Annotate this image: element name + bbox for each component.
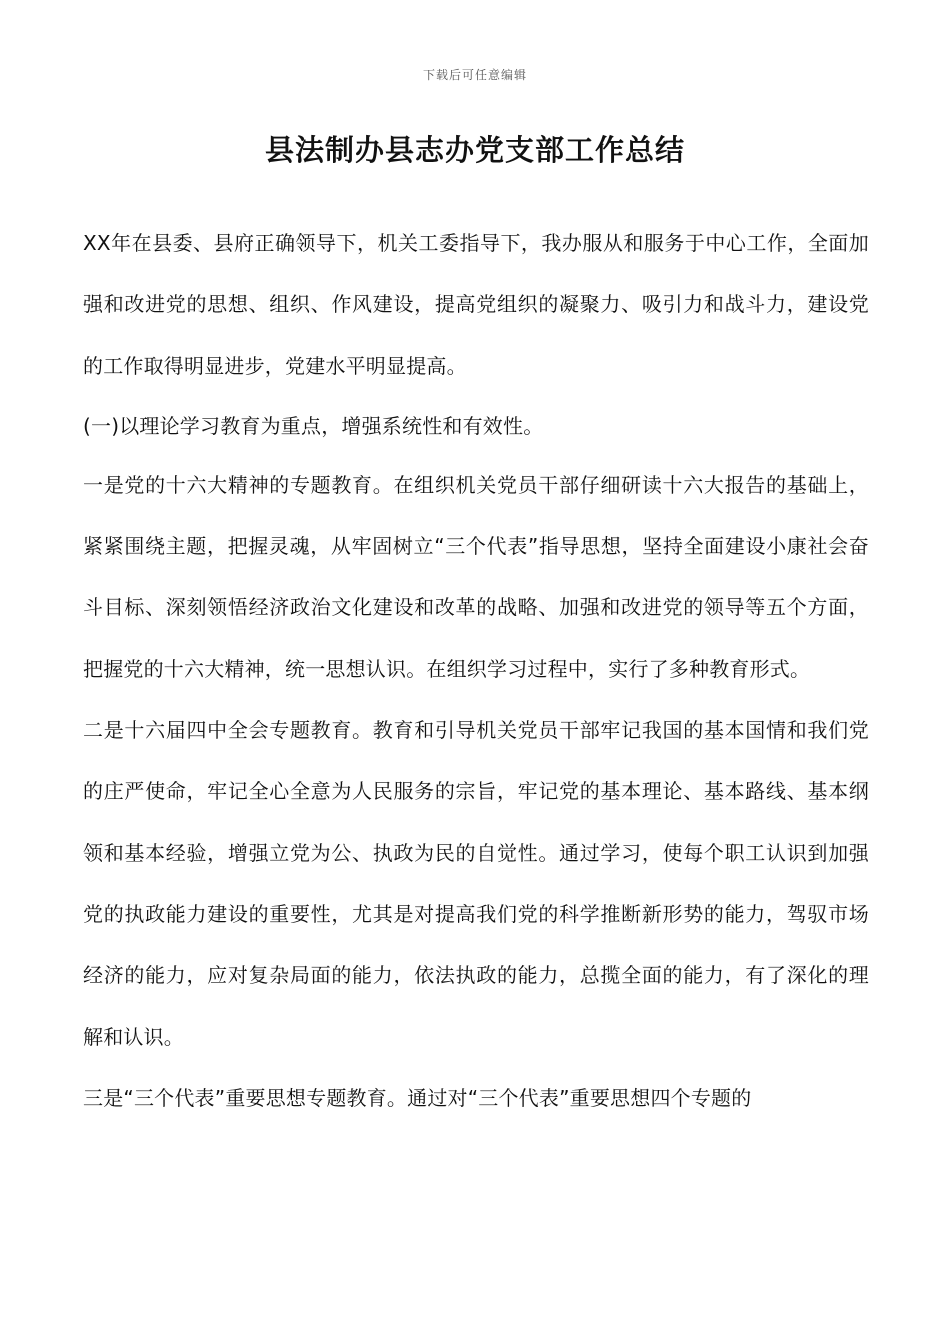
- paragraph-item-2: 二是十六届四中全会专题教育。教育和引导机关党员干部牢记我国的基本国情和我们党的庄严使命，牢记全心全意为人民服务的宗旨，牢记党的基本理论、基本路线、基本纲领和基本经验，增强立党为公、执政为民的自觉性。通过学习，使每个职工认识到加强党的执政能力建设的重要性，尤其是对提高我们党的科学推断新形势的能力，驾驭市场经济的能力，应对复杂局面的能力，依法执政的能力，总揽全面的能力，有了深化的理解和认识。: [83, 718, 869, 1049]
- paragraph-intro: XX年在县委、县府正确领导下，机关工委指导下，我办服从和服务于中心工作，全面加强和改进党的思想、组织、作风建设，提高党组织的凝聚力、吸引力和战斗力，建设党的工作取得明显进步，党建水平明显提高。: [83, 231, 869, 378]
- section-heading-1: (一)以理论学习教育为重点，增强系统性和有效性。: [83, 413, 544, 438]
- header-note: 下载后可任意编辑: [422, 68, 527, 82]
- document-title: 县法制办县志办党支部工作总结: [264, 133, 685, 167]
- paragraph-item-1: 一是党的十六大精神的专题教育。在组织机关党员干部仔细研读十六大报告的基础上，紧紧围绕主题，把握灵魂，从牢固树立“三个代表”指导思想，坚持全面建设小康社会奋斗目标、深刻领悟经济政治文化建设和改革的战略、加强和改进党的领导等五个方面，把握党的十六大精神，统一思想认识。在组织学习过程中，实行了多种教育形式。: [83, 472, 869, 681]
- paragraph-item-3: 三是“三个代表”重要思想专题教育。通过对“三个代表”重要思想四个专题的: [83, 1085, 752, 1110]
- document-body: [83, 213, 869, 1129]
